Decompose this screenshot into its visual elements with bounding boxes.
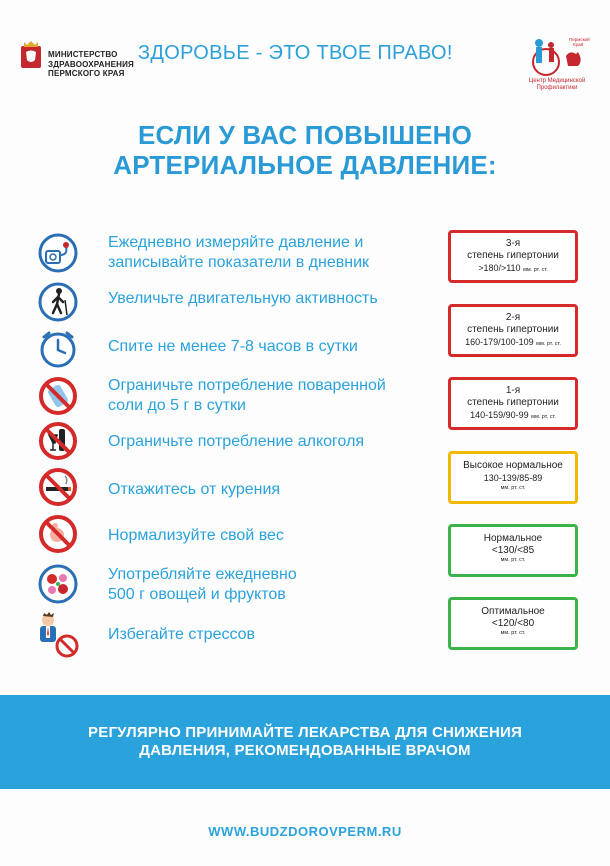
slogan: ЗДОРОВЬЕ - ЭТО ТВОЕ ПРАВО! — [138, 42, 453, 64]
level-subtitle: степень гипертонии — [467, 397, 559, 408]
level-title: 1-я — [505, 385, 521, 396]
pressure-level-grade3 — [448, 230, 578, 283]
level-title: 3-я — [505, 238, 521, 249]
level-title: Нормальное — [483, 533, 543, 544]
website-link[interactable]: WWW.BUDZDOROVPERM.RU — [208, 824, 402, 839]
advice-alcohol — [108, 432, 364, 452]
pressure-level-grade2 — [448, 304, 578, 357]
level-unit: мм. рт. ст. — [523, 267, 548, 273]
svg-text:Профилактики: Профилактики — [536, 85, 578, 91]
level-unit: мм. рт. ст. — [500, 485, 526, 491]
advice-line: Откажитесь от курения — [108, 481, 281, 498]
pressure-level-grade1 — [448, 377, 578, 430]
no-alcohol-icon — [38, 421, 78, 461]
advice-line: Нормализуйте свой вес — [108, 527, 284, 544]
ministry-line: ЗДРАВООХРАНЕНИЯ — [48, 59, 134, 69]
advice-line: Употребляйте ежедневно — [108, 566, 297, 583]
pressure-level-high-normal — [448, 451, 578, 504]
level-value: <120/<80 — [491, 618, 535, 629]
medical-prevention-center-logo-icon — [522, 32, 592, 92]
level-value: 140-159/90-99 — [470, 410, 529, 420]
advice-line: соли до 5 г в сутки — [108, 397, 246, 414]
walking-person-icon — [38, 282, 78, 322]
advice-smoking — [108, 480, 280, 500]
level-title: Высокое нормальное — [463, 460, 563, 471]
ministry-line: МИНИСТЕРСТВО — [48, 50, 118, 59]
level-unit: мм. рт. ст. — [500, 630, 526, 636]
svg-text:Пермский: Пермский — [569, 37, 590, 42]
advice-line: 500 г овощей и фруктов — [108, 586, 286, 603]
advice-stress — [108, 625, 255, 645]
advice-weight — [108, 526, 284, 546]
advice-sleep — [108, 337, 358, 357]
level-value: 130-139/85-89 — [483, 473, 543, 483]
advice-salt — [108, 376, 386, 416]
level-value: 160-179/100-109 — [465, 337, 534, 347]
level-unit: мм. рт. ст. — [500, 557, 526, 563]
no-overeating-icon — [38, 514, 78, 554]
level-unit: мм. рт. ст. — [536, 341, 561, 347]
level-subtitle: степень гипертонии — [467, 324, 559, 335]
no-stress-icon — [36, 612, 80, 660]
advice-line: Ежедневно измеряйте давление и — [108, 234, 364, 251]
level-value-row — [451, 262, 575, 277]
advice-line: Избегайте стрессов — [108, 626, 256, 643]
title-line: ЕСЛИ У ВАС ПОВЫШЕНО — [137, 120, 473, 150]
level-subtitle: степень гипертонии — [467, 250, 559, 261]
level-value-row — [451, 336, 575, 351]
advice-activity — [108, 289, 378, 309]
alarm-clock-icon — [38, 329, 78, 369]
ministry-line: ПЕРМСКОГО КРАЯ — [48, 69, 125, 78]
level-unit: мм. рт. ст. — [531, 414, 556, 420]
banner-line: РЕГУЛЯРНО ПРИНИМАЙТЕ ЛЕКАРСТВА ДЛЯ СНИЖЕНИЯ — [88, 724, 522, 741]
no-salt-icon — [38, 376, 78, 416]
vegetables-fruits-icon — [38, 564, 78, 604]
banner-text — [0, 724, 610, 760]
advice-measure-pressure — [108, 233, 369, 273]
level-value-row — [451, 409, 575, 424]
ministry-emblem-icon — [20, 40, 42, 70]
blood-pressure-monitor-icon — [38, 233, 78, 273]
title-line: АРТЕРИАЛЬНОЕ ДАВЛЕНИЕ: — [113, 150, 497, 180]
banner-line: ДАВЛЕНИЯ, РЕКОМЕНДОВАННЫЕ ВРАЧОМ — [139, 742, 471, 759]
advice-line: Спите не менее 7-8 часов в сутки — [108, 338, 358, 355]
svg-text:Край: Край — [573, 42, 584, 47]
no-smoking-icon — [38, 467, 78, 507]
pressure-level-optimal — [448, 597, 578, 650]
ministry-name — [48, 50, 134, 79]
level-value: <130/<85 — [491, 545, 535, 556]
advice-line: Увеличьте двигательную активность — [108, 290, 378, 307]
level-title: 2-я — [505, 312, 521, 323]
advice-line: Ограничьте потребление алкоголя — [108, 433, 365, 450]
advice-line: Ограничьте потребление поваренной — [108, 377, 386, 394]
svg-text:Центр Медицинской: Центр Медицинской — [528, 78, 586, 84]
level-value: >180/>110 — [478, 263, 521, 273]
level-title: Оптимальное — [481, 606, 545, 617]
page-title — [0, 120, 610, 180]
advice-vegetables — [108, 565, 297, 605]
pressure-level-normal — [448, 524, 578, 577]
advice-line: записывайте показатели в дневник — [108, 254, 370, 271]
